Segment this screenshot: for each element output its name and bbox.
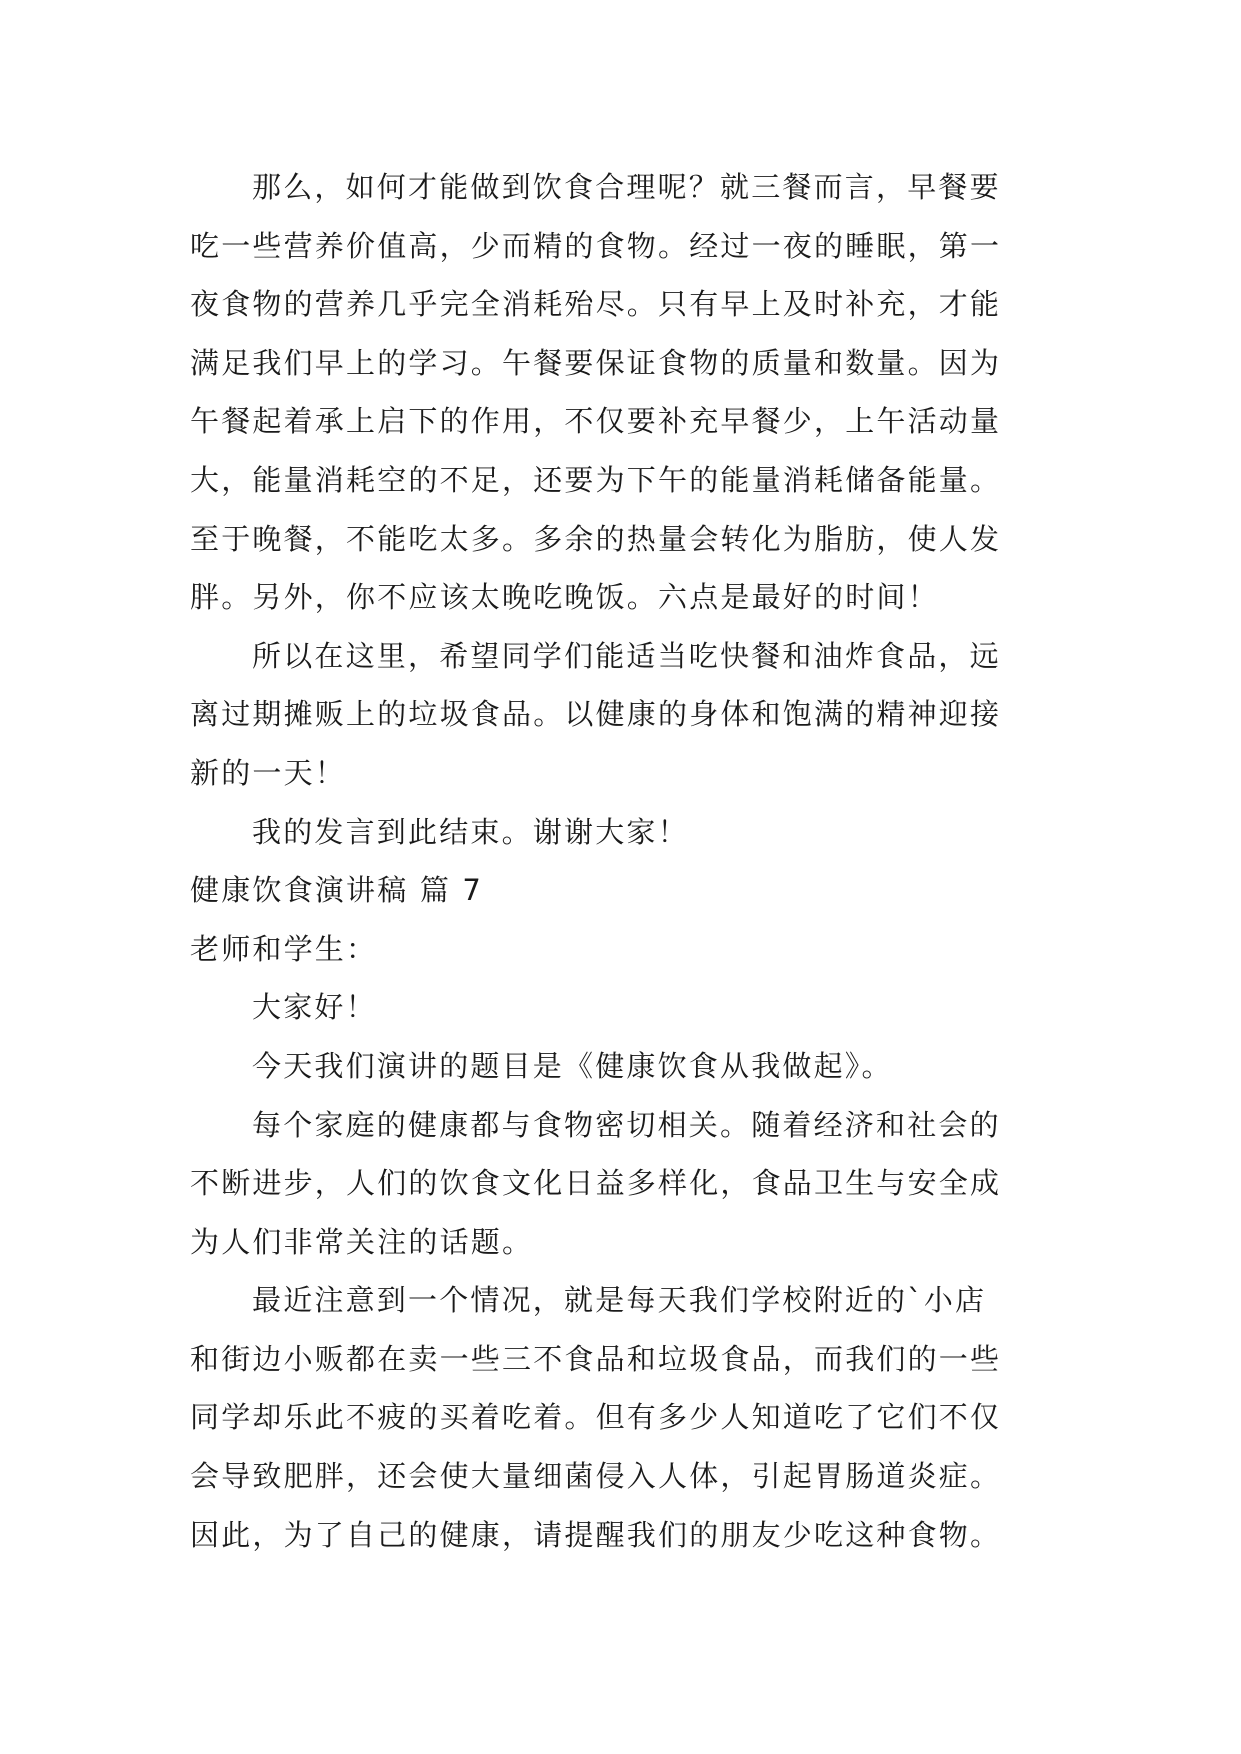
text-line: 每个家庭的健康都与食物密切相关。随着经济和社会的 [252, 1107, 1001, 1142]
text-line: 会导致肥胖，还会使大量细菌侵入人体，引起胃肠道炎症。 [190, 1459, 1002, 1494]
text-line: 大，能量消耗空的不足，还要为下午的能量消耗储备能量。 [190, 462, 1002, 497]
text-line: 为人们非常关注的话题。 [190, 1224, 534, 1259]
text-line: 最近注意到一个情况，就是每天我们学校附近的`小店 [252, 1283, 987, 1318]
text-line: 离过期摊贩上的垃圾食品。以健康的身体和饱满的精神迎接 [190, 697, 1002, 732]
text-line: 和街边小贩都在卖一些三不食品和垃圾食品，而我们的一些 [190, 1341, 1002, 1376]
text-line: 同学却乐此不疲的买着吃着。但有多少人知道吃了它们不仅 [190, 1400, 1002, 1435]
text-line: 午餐起着承上启下的作用，不仅要补充早餐少，上午活动量 [190, 404, 1002, 439]
text-line: 所以在这里，希望同学们能适当吃快餐和油炸食品，远 [252, 638, 1001, 673]
text-line: 今天我们演讲的题目是《健康饮食从我做起》。 [252, 1048, 893, 1083]
text-line: 不断进步，人们的饮食文化日益多样化，食品卫生与安全成 [190, 1166, 1002, 1201]
text-line: 我的发言到此结束。谢谢大家！ [252, 814, 689, 849]
text-line: 大家好！ [252, 990, 377, 1025]
text-line: 夜食物的营养几乎完全消耗殆尽。只有早上及时补充，才能 [190, 287, 1002, 322]
text-line: 吃一些营养价值高，少而精的食物。经过一夜的睡眠，第一 [190, 228, 1002, 263]
text-line: 至于晚餐，不能吃太多。多余的热量会转化为脂肪，使人发 [190, 521, 1002, 556]
text-line: 老师和学生： [190, 931, 378, 966]
text-line: 那么，如何才能做到饮食合理呢？就三餐而言，早餐要 [252, 170, 1001, 204]
speech-text-block [190, 158, 1050, 1564]
text-line: 胖。另外，你不应该太晚吃晚饭。六点是最好的时间！ [190, 580, 939, 615]
text-line: 满足我们早上的学习。午餐要保证食物的质量和数量。因为 [190, 345, 1002, 380]
text-line: 健康饮食演讲稿 篇 7 [190, 873, 484, 908]
text-line: 新的一天！ [190, 755, 347, 790]
text-line: 因此，为了自己的健康，请提醒我们的朋友少吃这种食物。 [190, 1517, 1002, 1552]
